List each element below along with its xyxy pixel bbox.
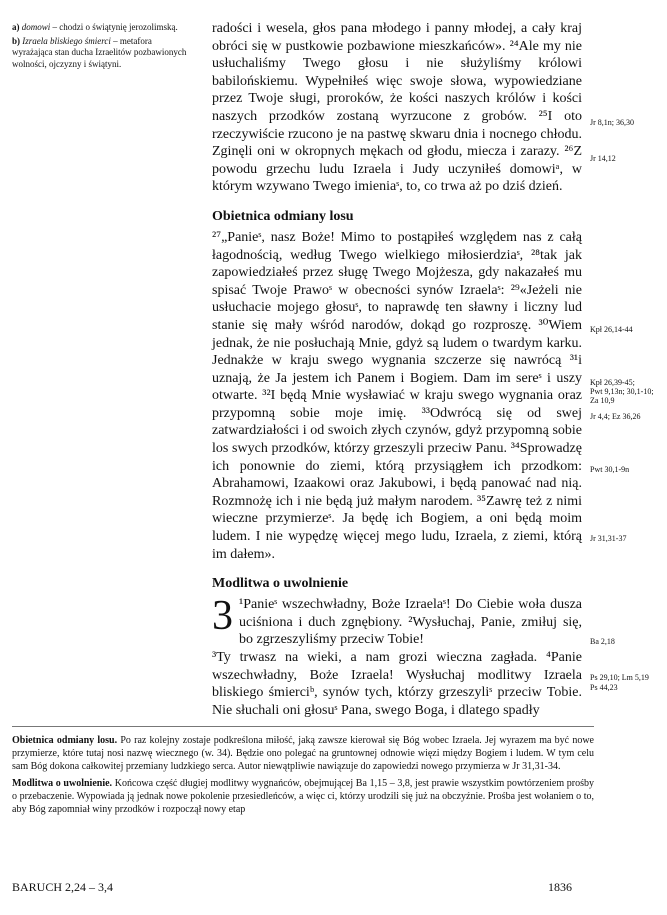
side-notes [12, 22, 192, 72]
prayer-text: ¹Panieˢ wszechwładny, Boże Izraelaˢ! Do Ciebie woła dusza uciśniona i duch zgnębiony. ²Wysłuchaj, Panie, zmiłuj się, bo zgrzeszyliśmy przeciw Tobie! [239, 597, 582, 648]
commentary-prayer [12, 777, 594, 817]
side-note-a [12, 22, 192, 34]
ref-item: Jr 14,12 [590, 154, 616, 163]
ref-item: Pwt 30,1-9n [590, 465, 630, 474]
section-heading-prayer: Modlitwa o uwolnienie [212, 576, 349, 592]
commentary [12, 734, 594, 819]
ref-item: Ba 2,18 [590, 637, 615, 646]
main-text [212, 20, 582, 719]
side-note-b [12, 36, 192, 71]
running-footer-reference: BARUCH 2,24 – 3,4 [12, 880, 114, 894]
chapter-number: 3 [212, 593, 233, 640]
page-number: 1836 [548, 880, 572, 894]
note-text: – metafora wyrażająca stan ducha Izraelitów pozbawionych wolności, ojczyzny i świątyni. [12, 35, 187, 69]
note-term: Izraela bliskiego śmierci [22, 35, 111, 46]
commentary-title: Modlitwa o uwolnienie. [12, 777, 113, 789]
note-letter: b) [12, 35, 21, 46]
note-term: domowi [21, 22, 51, 32]
opening-paragraph: radości i wesela, głos pana młodego i panny młodej, a cały kraj obróci się w pustkowie pozbawione mieszkańców». ²⁴Ale my nie usłuchaliśmy Twego głosu i nie służyliśmy królowi babilońskiemu. Wypełniłeś więc swoje słowa, wypowiedziane przez Twoje sługi, proroków, że kości naszych królów i kości naszych przodków zostaną wyrzucone z grobów. ²⁵I oto rzeczywiście rzucono je na pastwę skwaru dnia i nocnego chłodu. Zginęli oni w okropnych mękach od głodu, miecza i zarazy. ²⁶Z powodu grzechu ludu Izraela i Judy uczyniłeś domowiᵃ, w którym wzywano Twego imieniaˢ, to, co trwa aż po dziś dzień. [212, 21, 582, 195]
commentary-title: Obietnica odmiany losu. [12, 735, 118, 746]
ref-item: Jr 31,31-37 [590, 534, 627, 543]
note-text: – chodzi o świątynię jerozolimską. [50, 22, 178, 32]
promise-paragraph: ²⁷„Panieˢ, nasz Boże! Mimo to postąpiłeś względem nas z całą łagodnością, według Twego wielkiego miłosierdziaˢ, ²⁸tak jak zapowiedziałeś przez sługę Twego Mojżesza, gdy nakazałeś mu spisać Twoje Prawoˢ w obecności synów Izraelaˢ: ²⁹«Jeżeli nie usłuchacie mojego głosuˢ, to naprawdę ten sławny i liczny lud stanie się mały wśród narodów, dokąd go rozproszę. ³⁰Wiem jednak, że nie posłuchają Mnie, gdyż są ludem o twardym karku. Jednakże w kraju swego wygnania szczerze się nawrócą ³¹i uznają, że Ja jestem ich Panem i Bogiem. Dam im sereˢ i uszy otwarte. ³²I będą Mnie wysławiać w kraju swego wygnania oraz przypomną sobie moje imię. ³³Odwrócą się od swej zatwardziałości i od swoich złych czynów, gdyż przypomną sobie los swych przodków, którzy grzeszyli przeciw Panu. ³⁴Sprowadzę ich ponownie do ziemi, którą przysiągłem ich przodkom: Abrahamowi, Izaakowi oraz Jakubowi, i będą panować nad nią. Rozmnożę ich i nie będą już małym narodem. ³⁵Zawrę też z nimi wieczne przymierzeˢ. Ja będę ich Bogiem, a oni będą moim ludem. I nie wypędzę więcej mego ludu, Izraela, z ziemi, którą im dałem». [212, 229, 582, 562]
footnote-divider [12, 726, 594, 727]
cross-references [590, 0, 662, 715]
ref-item: Kpł 26,39-45; [590, 378, 635, 387]
ref-item: Ps 29,10; Lm 5,19 [590, 673, 649, 682]
ref-item: Jr 4,4; Ez 36,26 [590, 412, 641, 421]
ref-item: Pwt 9,13n; 30,1-10; [590, 387, 654, 396]
commentary-text: Po raz kolejny zostaje podkreślona miłość, jaką zawsze kierował się Bóg wobec Izraela. Jej wyrazem ma być nowe przymierze, które tutaj nosi nazwę wiecznego (w. 34). Będzie ono polegać na gruntownej odnowie więzi między Bogiem i ludem. W tym celu sam Bóg dokona całkowitej przemiany ludzkiego serca. Autor niewątpliwie nawiązuje do zapowiedzi nowego przymierza w Jr 31,31-34. [12, 735, 594, 773]
commentary-text: Końcowa część długiej modlitwy wygnańców, obejmującej Ba 1,15 – 3,8, jest prawie wszystkim powtórzeniem prośby o przebaczenie. Wypowiada ją jednak nowe pokolenie przesiedleńców, a więc ci, którzy urodzili się już na obczyźnie. Prośba jest wołaniem o to, aby Bóg zapomniał winy przodków i rozpoczął nowy etap [12, 777, 594, 816]
ref-item: Za 10,9 [590, 396, 615, 405]
ref-item: Ps 44,23 [590, 683, 618, 692]
ref-item: Jr 8,1n; 36,30 [590, 118, 634, 127]
commentary-promise [12, 734, 594, 774]
section-heading-promise: Obietnica odmiany losu [212, 208, 354, 224]
prayer-paragraph-1 [212, 593, 582, 649]
prayer-paragraph-2: ³Ty trwasz na wieki, a nam grozi wieczna zagłada. ⁴Panie wszechwładny, Boże Izraela! Wysłuchaj modlitwy Izraela bliskiego śmierciᵇ, synów tych, którzy grzeszyliˢ przeciw Tobie. Nie słuchali oni głosuˢ Pana, swego Boga, i dlatego spadły [212, 650, 582, 718]
ref-item: Kpł 26,14-44 [590, 325, 633, 334]
note-letter: a) [12, 22, 20, 32]
